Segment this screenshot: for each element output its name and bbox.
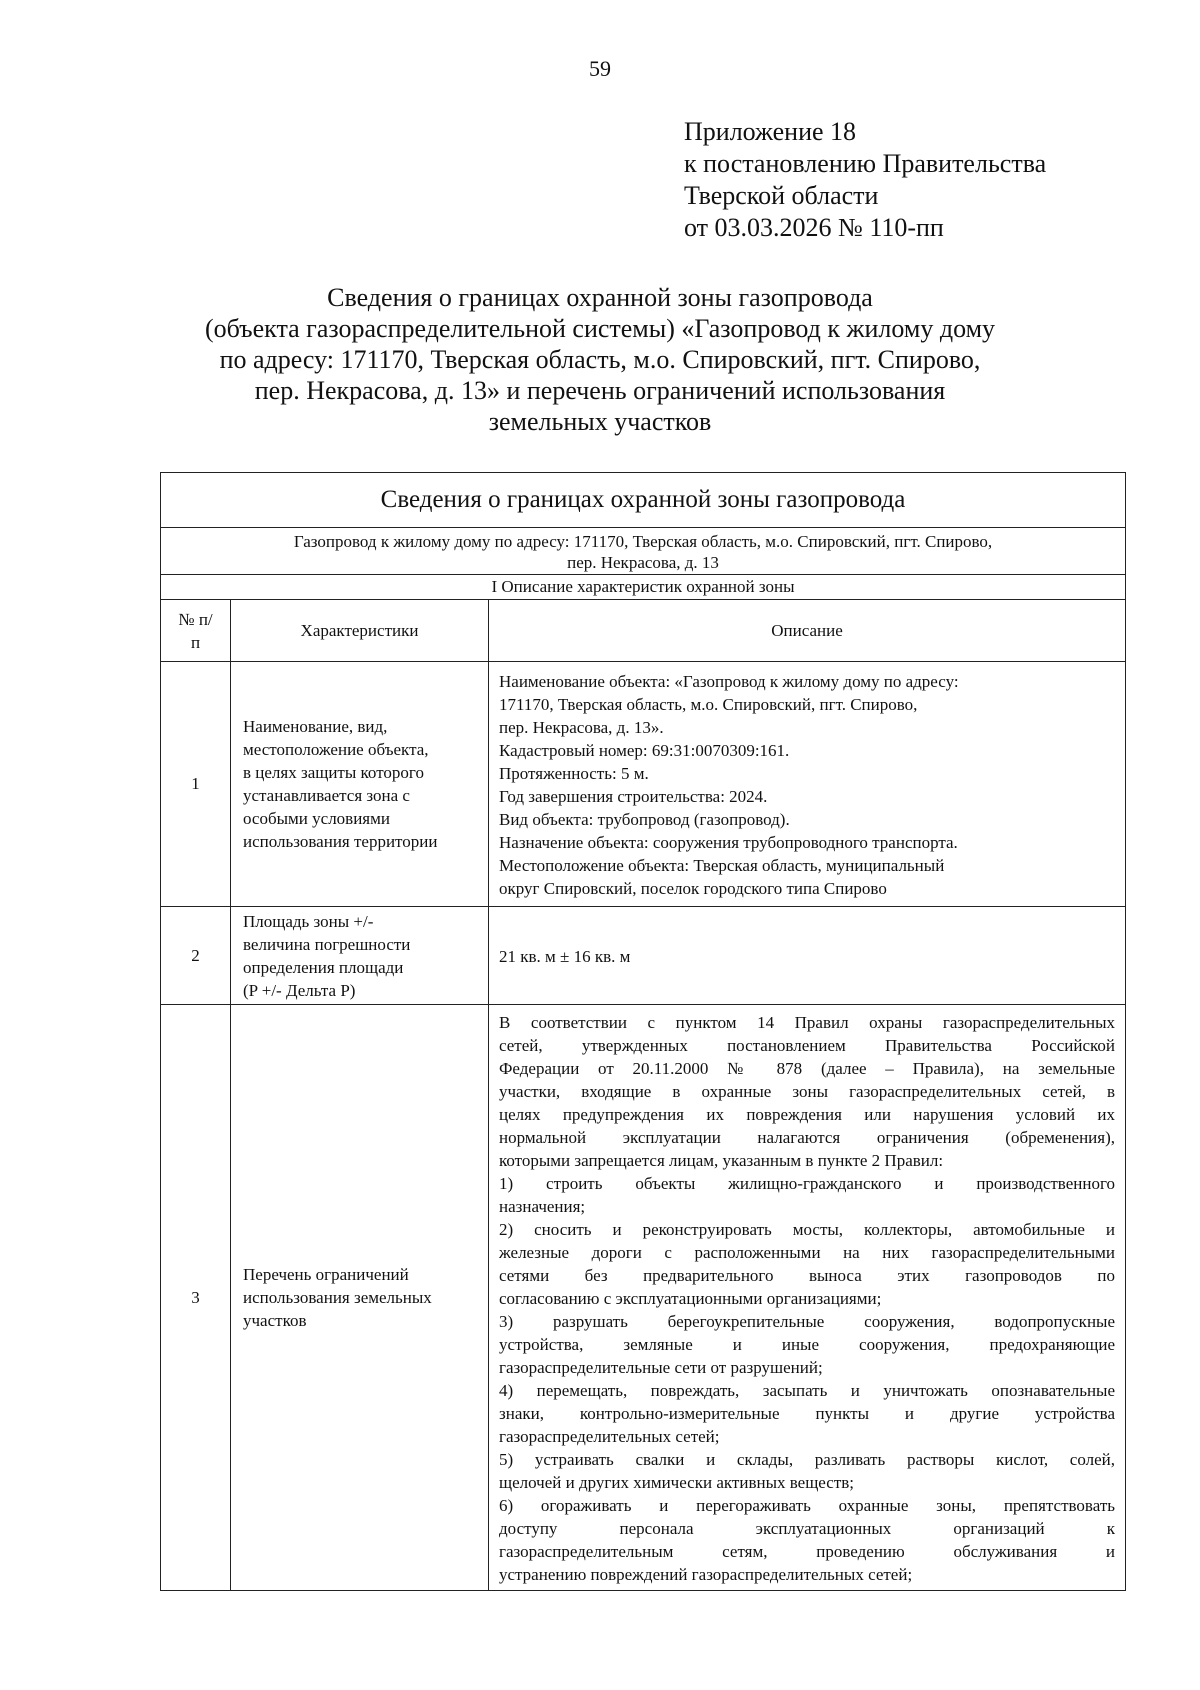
title-line: Сведения о границах охранной зоны газопровода [327, 283, 873, 312]
table-heading: Сведения о границах охранной зоны газопровода [161, 473, 1126, 528]
column-header-num-text: № п/п [178, 609, 213, 652]
desc-line: Местоположение объекта: Тверская область, муниципальный [499, 856, 945, 875]
desc-line: Вид объекта: трубопровод (газопровод). [499, 810, 790, 829]
restriction-line: устранению повреждений газораспределительных сетей; [499, 1565, 913, 1584]
desc-line: Наименование объекта: «Газопровод к жилому дому по адресу: [499, 672, 959, 691]
restriction-line: газораспределительным сетям, проведению обслуживания и [499, 1542, 1116, 1561]
appendix-line: Тверской области [684, 181, 879, 210]
restriction-line: 4) перемещать, повреждать, засыпать и уничтожать опознавательные [499, 1381, 1116, 1400]
page-number: 59 [589, 56, 611, 81]
char-line: Площадь зоны +/- [243, 911, 374, 931]
char-line: (P +/- Дельта P) [243, 980, 356, 1000]
object-line: Газопровод к жилому дому по адресу: 171170, Тверская область, м.о. Спировский, пгт. Спирово, [293, 532, 993, 551]
desc-line: Протяженность: 5 м. [499, 764, 649, 783]
char-line: особыми условиями [243, 809, 390, 828]
restriction-line: согласованию с эксплуатационными организациями; [499, 1289, 882, 1308]
restriction-line: которыми запрещается лицам, указанным в пункте 2 Правил: [499, 1151, 944, 1170]
char-line: величина погрешности [243, 934, 411, 954]
char-line: устанавливается зона с [243, 786, 410, 805]
restriction-line: щелочей и других химически активных веществ; [499, 1473, 854, 1492]
restriction-line: 2) сносить и реконструировать мосты, коллекторы, автомобильные и [499, 1220, 1116, 1239]
title-line: земельных участков [488, 407, 712, 436]
char-line: местоположение объекта, [243, 740, 429, 759]
title-line: по адресу: 171170, Тверская область, м.о. Спировский, пгт. Спирово, [219, 345, 981, 374]
desc-line: Кадастровый номер: 69:31:0070309:161. [499, 741, 790, 760]
row-characteristic [231, 907, 489, 1005]
restriction-line: нормальной эксплуатации налагаются ограничения (обременения), [499, 1128, 1116, 1147]
row-description [489, 907, 1126, 1005]
appendix-line: от 03.03.2026 № 110-пп [684, 213, 944, 242]
row-number: 2 [161, 907, 231, 1005]
appendix-line: к постановлению Правительства [684, 149, 1047, 178]
restriction-line: 1) строить объекты жилищно-гражданского и производственного [499, 1174, 1116, 1193]
restriction-line: Федерации от 20.11.2000 № 878 (далее – Правила), на земельные [499, 1059, 1116, 1078]
restriction-line: доступу персонала эксплуатационных организаций к [499, 1519, 1116, 1538]
char-line: Наименование, вид, [243, 717, 388, 736]
restriction-line: 3) разрушать берегоукрепительные сооружения, водопропускные [499, 1312, 1116, 1331]
object-name-cell [161, 528, 1126, 575]
desc-line: пер. Некрасова, д. 13». [499, 718, 664, 737]
zone-info-table [160, 472, 1126, 1591]
desc-line: 171170, Тверская область, м.о. Спировский, пгт. Спирово, [499, 695, 918, 714]
restriction-line: В соответствии с пунктом 14 Правил охраны газораспределительных [499, 1013, 1116, 1032]
row-characteristic [231, 1005, 489, 1591]
restriction-line: сетями без предварительного выноса этих газопроводов по [499, 1266, 1116, 1285]
row-description [489, 1005, 1126, 1591]
column-header-num [161, 600, 231, 662]
restriction-line: газораспределительные сети от разрушений; [499, 1358, 823, 1377]
table-row [161, 1005, 1126, 1591]
restriction-line: железные дороги с расположенными на них газораспределительными [499, 1243, 1116, 1262]
restriction-line: газораспределительных сетей; [499, 1427, 720, 1446]
table-row [161, 907, 1126, 1005]
row-characteristic [231, 662, 489, 907]
char-line: участков [243, 1311, 307, 1330]
title-line: (объекта газораспределительной системы) «Газопровод к жилому дому [204, 314, 996, 343]
desc-line: Год завершения строительства: 2024. [499, 787, 768, 806]
restriction-line: назначения; [499, 1197, 586, 1216]
char-line: использования территории [243, 832, 438, 851]
appendix-line: Приложение 18 [684, 117, 857, 146]
column-header-char: Характеристики [231, 600, 489, 662]
row-description [489, 662, 1126, 907]
restriction-line: 6) огораживать и перегораживать охранные зоны, препятствовать [499, 1496, 1116, 1515]
char-line: Перечень ограничений [243, 1265, 409, 1284]
restriction-line: сетей, утвержденных постановлением Правительства Российской [499, 1036, 1116, 1055]
table-row [161, 662, 1126, 907]
row-number: 3 [161, 1005, 231, 1591]
char-line: в целях защиты которого [243, 763, 424, 782]
restriction-line: знаки, контрольно-измерительные пункты и другие устройства [499, 1404, 1116, 1423]
object-line: пер. Некрасова, д. 13 [567, 553, 719, 572]
document-title [150, 282, 1050, 437]
desc-line: 21 кв. м ± 16 кв. м [499, 947, 631, 966]
restriction-line: целях предупреждения их повреждения или нарушения условий их [499, 1105, 1116, 1124]
desc-line: Назначение объекта: сооружения трубопроводного транспорта. [499, 833, 958, 852]
column-header-desc: Описание [489, 600, 1126, 662]
desc-line: округ Спировский, поселок городского типа Спирово [499, 879, 887, 898]
char-line: определения площади [243, 957, 404, 977]
section-heading: I Описание характеристик охранной зоны [161, 575, 1126, 600]
char-line: использования земельных [243, 1288, 432, 1307]
restriction-line: устройства, земляные и иные сооружения, предохраняющие [499, 1335, 1116, 1354]
restriction-line: 5) устраивать свалки и склады, разливать растворы кислот, солей, [499, 1450, 1116, 1469]
row-number: 1 [161, 662, 231, 907]
restriction-line: участки, входящие в охранные зоны газораспределительных сетей, в [499, 1082, 1116, 1101]
appendix-header [684, 116, 1046, 244]
title-line: пер. Некрасова, д. 13» и перечень ограничений использования [254, 376, 946, 405]
